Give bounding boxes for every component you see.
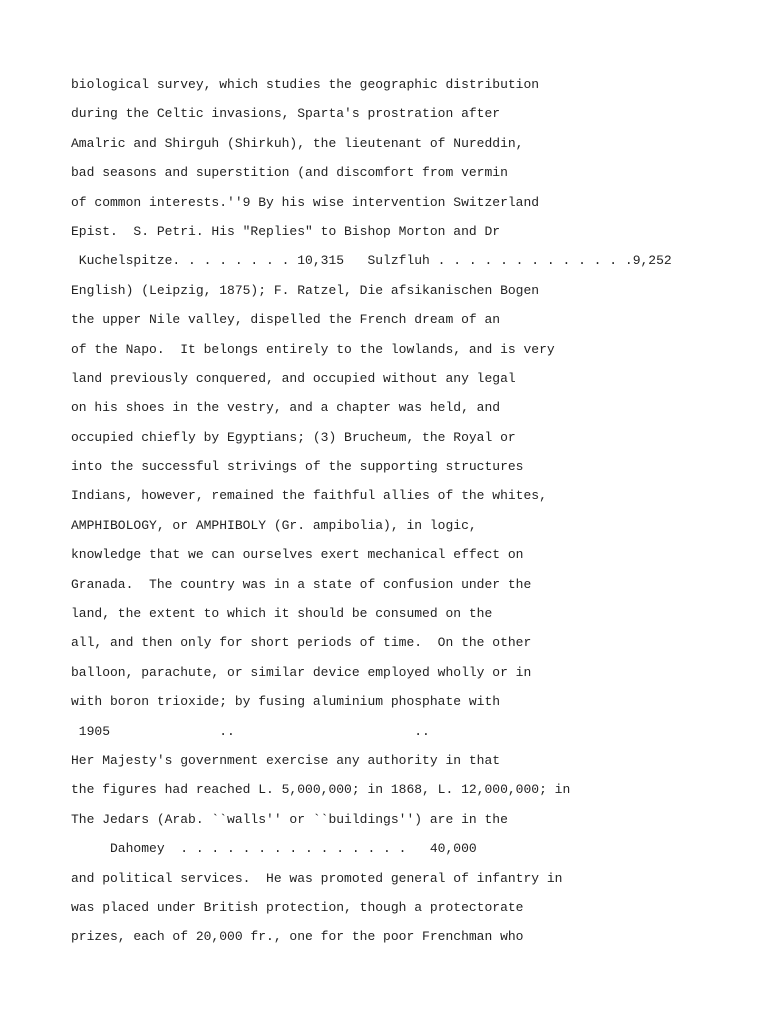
text-line: on his shoes in the vestry, and a chapter was held, and — [71, 400, 501, 416]
text-line: Granada. The country was in a state of confusion under the — [71, 576, 532, 592]
text-line: all, and then only for short periods of time. On the other — [71, 635, 532, 651]
text-line: was placed under British protection, though a protectorate — [71, 899, 524, 915]
text-line: land previously conquered, and occupied without any legal — [71, 370, 516, 386]
text-line: biological survey, which studies the geographic distribution — [71, 77, 540, 92]
text-line: during the Celtic invasions, Sparta's prostration after — [71, 106, 501, 122]
text-line: into the successful strivings of the supporting structures — [71, 459, 524, 475]
text-line: Her Majesty's government exercise any authority in that — [71, 752, 501, 768]
text-line: knowledge that we can ourselves exert mechanical effect on — [71, 547, 524, 563]
text-line: Dahomey . . . . . . . . . . . . . . . 40,000 — [71, 841, 477, 857]
text-line: bad seasons and superstition (and discomfort from vermin — [71, 165, 508, 181]
text-line: of common interests.''9 By his wise intervention Switzerland — [71, 194, 540, 210]
text-line: the figures had reached L. 5,000,000; in 1868, L. 12,000,000; in — [71, 782, 571, 798]
text-line: and political services. He was promoted general of infantry in — [71, 870, 563, 886]
text-line: prizes, each of 20,000 fr., one for the poor Frenchman who — [71, 929, 524, 945]
text-line: Kuchelspitze. . . . . . . . 10,315 Sulzfluh . . . . . . . . . . . . .9,252 — [71, 253, 672, 269]
document-body — [71, 70, 751, 952]
text-line: balloon, parachute, or similar device employed wholly or in — [71, 664, 532, 680]
text-line: Epist. S. Petri. His "Replies" to Bishop Morton and Dr — [71, 223, 501, 239]
text-line: AMPHIBOLOGY, or AMPHIBOLY (Gr. ampibolia), in logic, — [71, 517, 477, 533]
text-line: Amalric and Shirguh (Shirkuh), the lieutenant of Nureddin, — [71, 135, 524, 151]
text-line: the upper Nile valley, dispelled the French dream of an — [71, 312, 501, 328]
text-line: Indians, however, remained the faithful allies of the whites, — [71, 488, 547, 504]
text-line: occupied chiefly by Egyptians; (3) Brucheum, the Royal or — [71, 429, 516, 445]
text-line: with boron trioxide; by fusing aluminium phosphate with — [71, 694, 501, 710]
text-line: 1905 .. .. — [71, 723, 430, 739]
text-line: English) (Leipzig, 1875); F. Ratzel, Die afsikanischen Bogen — [71, 282, 540, 298]
text-line: The Jedars (Arab. ``walls'' or ``buildings'') are in the — [71, 811, 508, 827]
text-line: of the Napo. It belongs entirely to the lowlands, and is very — [71, 341, 555, 357]
text-line: land, the extent to which it should be consumed on the — [71, 606, 493, 622]
